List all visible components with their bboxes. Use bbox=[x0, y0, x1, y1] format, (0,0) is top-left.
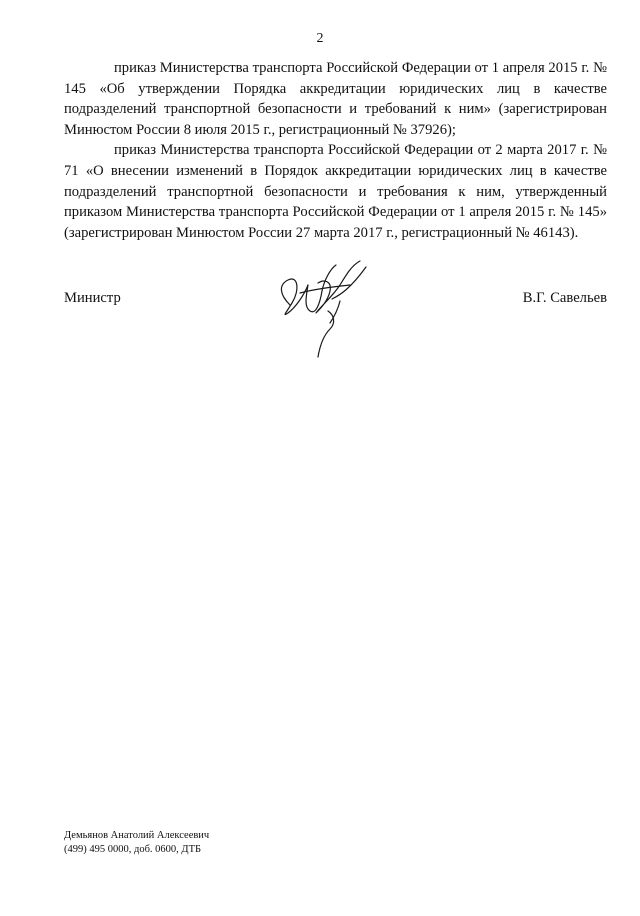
page-number: 2 bbox=[316, 31, 324, 46]
document-body bbox=[64, 58, 607, 243]
signer-position: Министр bbox=[64, 290, 121, 306]
handwritten-signature bbox=[270, 245, 380, 365]
paragraph-order-71: приказ Министерства транспорта Российской Федерации от 2 марта 2017 г. № 71 «О внесении изменений в Порядок аккредитации юридических лиц в качестве подразделений транспортной безопасности и требования к ним, утвержденный приказом Министерства транспорта Российской Федерации от 1 апреля 2015 г. № 145» (зарегистрирован Минюстом России 27 марта 2017 г., регистрационный № 46143). bbox=[64, 142, 607, 241]
executor-name: Демьянов Анатолий Алексеевич bbox=[64, 830, 210, 841]
executor-phone: (499) 495 0000, доб. 0600, ДТБ bbox=[64, 844, 202, 855]
signer-name: В.Г. Савельев bbox=[522, 290, 607, 306]
executor-contact bbox=[64, 829, 209, 857]
paragraph-order-145: приказ Министерства транспорта Российской Федерации от 1 апреля 2015 г. № 145 «Об утверждении Порядка аккредитации юридических лиц в качестве подразделений транспортной безопасности и требований к ним» (зарегистрирован Минюстом России 8 июля 2015 г., регистрационный № 37926); bbox=[64, 60, 607, 138]
